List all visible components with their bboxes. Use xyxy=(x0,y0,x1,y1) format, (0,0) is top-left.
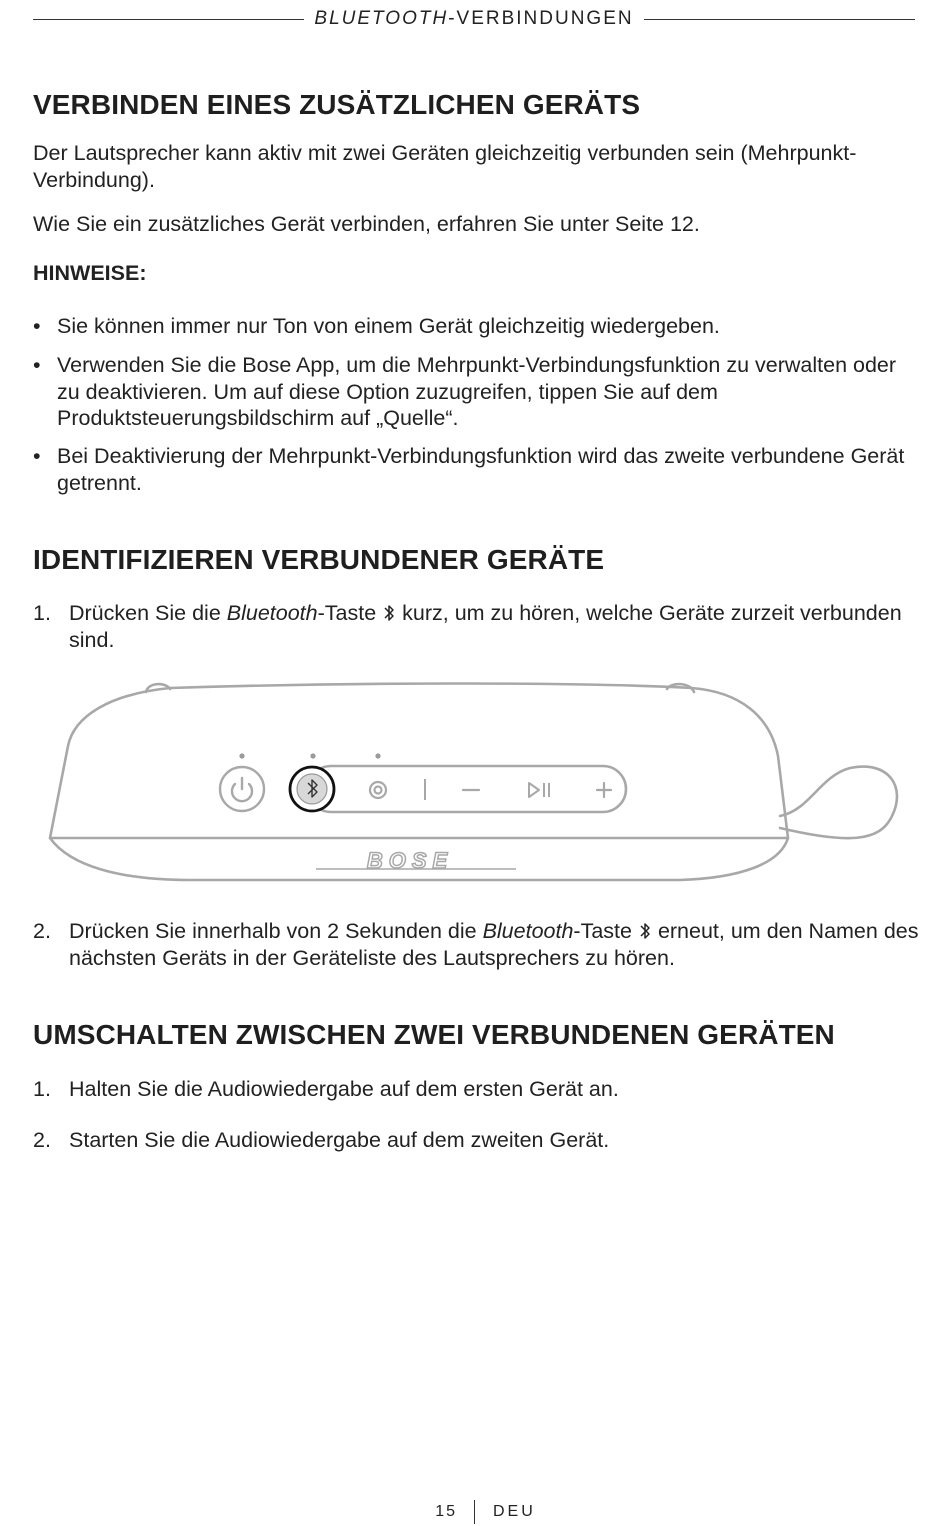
paragraph-see-page: Wie Sie ein zusätzliches Gerät verbinden, erfahren Sie unter Seite 12. xyxy=(33,212,700,236)
page-number: 15 xyxy=(435,1503,457,1520)
step-text-italic: Bluetooth xyxy=(482,919,574,943)
notes-title: HINWEISE: xyxy=(33,261,147,285)
step-text-italic: Bluetooth xyxy=(226,601,318,625)
note-text: Bei Deaktivierung der Mehrpunkt-Verbindungsfunktion wird das zweite verbundene Gerät getrennt. xyxy=(57,444,905,495)
speaker-body xyxy=(50,684,788,839)
source-icon xyxy=(370,782,386,798)
step-text-part: -Taste xyxy=(317,601,377,625)
step-number: 1. xyxy=(33,1077,51,1101)
step-text-part: -Taste xyxy=(573,919,632,943)
bullet-symbol: • xyxy=(33,314,41,338)
step-text xyxy=(69,600,919,653)
bluetooth-button xyxy=(290,767,334,811)
speaker-strap xyxy=(780,767,897,839)
bullet-symbol: • xyxy=(33,353,41,377)
header-rule-right xyxy=(644,19,915,20)
power-icon xyxy=(220,767,264,811)
header-rest: -VERBINDUNGEN xyxy=(448,8,634,29)
section-title-identify-devices: IDENTIFIZIEREN VERBUNDENER GERÄTE xyxy=(33,544,605,575)
step-number: 1. xyxy=(33,601,51,625)
footer-separator xyxy=(474,1500,475,1524)
bluetooth-icon xyxy=(382,603,396,623)
step-text: Starten Sie die Audiowiedergabe auf dem zweiten Gerät. xyxy=(69,1128,610,1152)
step-number: 2. xyxy=(33,1128,51,1152)
note-text: Sie können immer nur Ton von einem Gerät gleichzeitig wiedergeben. xyxy=(57,314,720,338)
header-bluetooth-word: BLUETOOTH xyxy=(314,8,449,29)
section-title-additional-device: VERBINDEN EINES ZUSÄTZLICHEN GERÄTS xyxy=(33,89,641,120)
volume-up-icon xyxy=(597,783,611,797)
step-text-part: erneut, um den Namen des nächsten Geräts in der Geräteliste des Lautsprechers zu hören. xyxy=(69,919,919,970)
bose-logo xyxy=(316,848,516,873)
note-text: Verwenden Sie die Bose App, um die Mehrpunkt-Verbindungsfunktion zu verwalten oder zu deaktivieren. Um auf diese Option zuzugreifen, tippen Sie auf dem Produktsteuerungsbildschirm auf „Quelle“. xyxy=(57,353,897,430)
step-text: Halten Sie die Audiowiedergabe auf dem ersten Gerät an. xyxy=(69,1077,619,1101)
header-rule-left xyxy=(33,19,304,20)
svg-text:BOSE: BOSE xyxy=(366,848,454,873)
step-number: 2. xyxy=(33,919,51,943)
step-text xyxy=(69,918,919,971)
step-text-part: Drücken Sie die xyxy=(69,601,227,625)
indicator-lights xyxy=(239,753,380,758)
page-footer xyxy=(0,1500,950,1526)
paragraph-multipoint: Der Lautsprecher kann aktiv mit zwei Geräten gleichzeitig verbunden sein (Mehrpunkt-Verbindung). xyxy=(33,141,857,192)
running-header xyxy=(33,6,915,32)
header-label xyxy=(304,8,643,30)
step-text-part: kurz, um zu hören, welche Geräte zurzeit verbunden sind. xyxy=(69,601,902,652)
section-title-switch-devices: UMSCHALTEN ZWISCHEN ZWEI VERBUNDENEN GERÄTEN xyxy=(33,1019,835,1050)
play-pause-icon xyxy=(529,783,549,797)
speaker-illustration xyxy=(40,676,910,891)
language-code: DEU xyxy=(493,1503,536,1520)
bullet-symbol: • xyxy=(33,444,41,468)
step-text-part: Drücken Sie innerhalb von 2 Sekunden die xyxy=(69,919,483,943)
bluetooth-icon xyxy=(638,921,652,941)
